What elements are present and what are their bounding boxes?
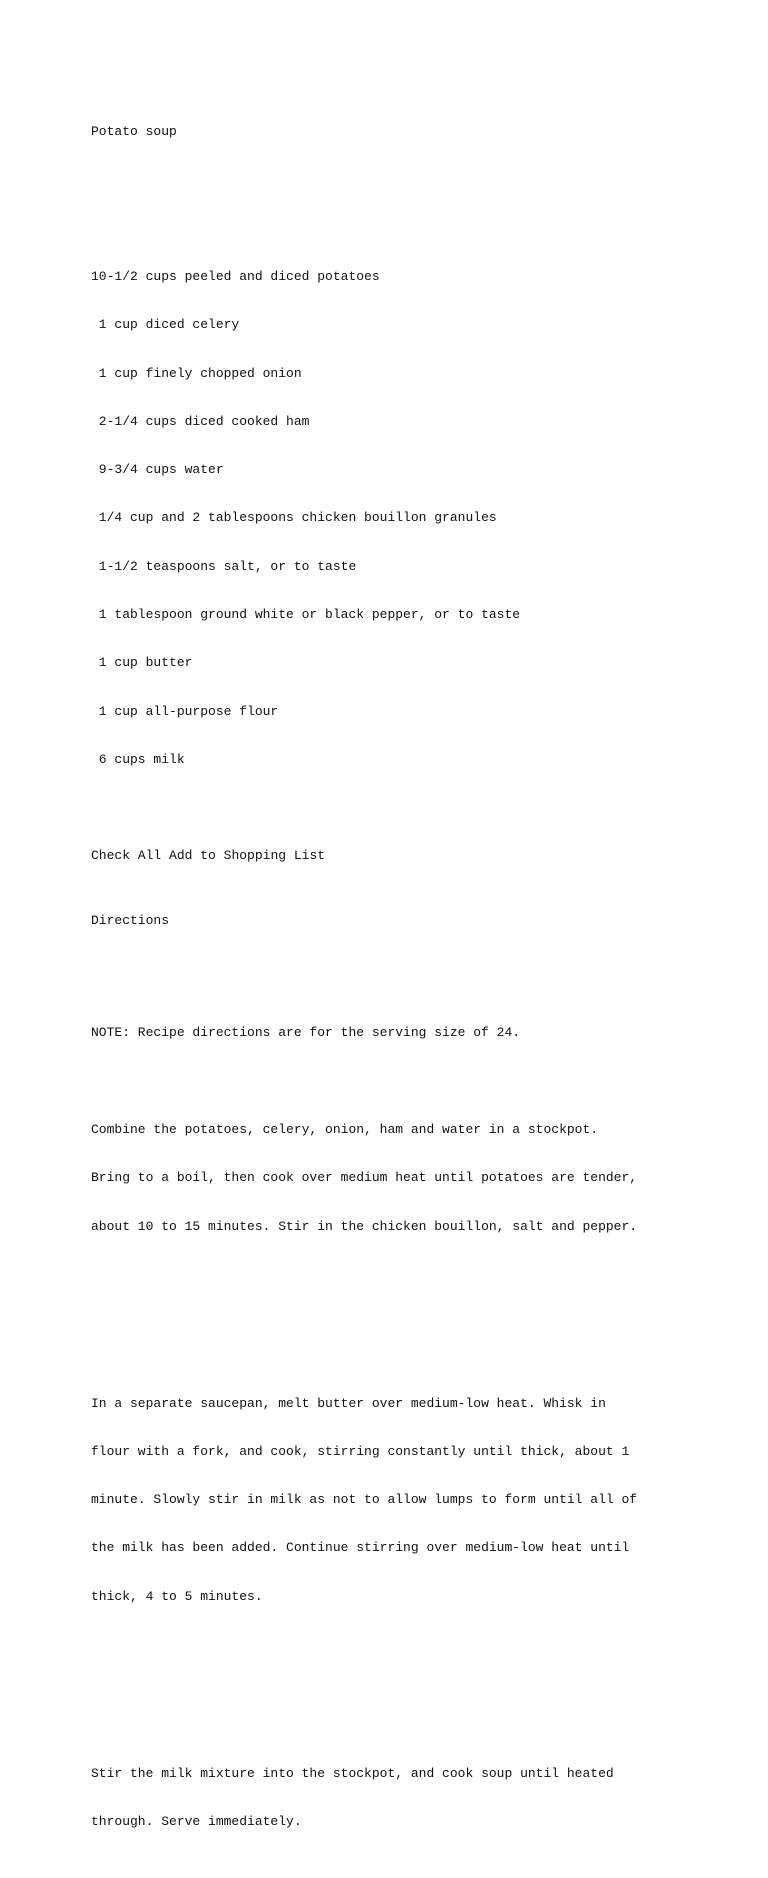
check-all-link[interactable]: Check All xyxy=(91,848,162,864)
direction-step-3 xyxy=(91,1734,731,1863)
blank-line xyxy=(91,1669,731,1685)
blank-line xyxy=(91,172,731,188)
direction-step-2 xyxy=(91,1363,731,1637)
recipe-document xyxy=(91,92,731,1878)
ingredient-item: 1 cup diced celery xyxy=(91,317,240,333)
ingredient-list xyxy=(91,237,731,800)
ingredient-item: 6 cups milk xyxy=(91,751,185,767)
direction-line: minute. Slowly stir in milk as not to allow lumps to form until all of xyxy=(91,1492,638,1508)
direction-line: the milk has been added. Continue stirring over medium-low heat until xyxy=(91,1540,630,1556)
ingredient-item: 1/4 cup and 2 tablespoons chicken bouillon granules xyxy=(91,510,497,526)
direction-line: flour with a fork, and cook, stirring constantly until thick, about 1 xyxy=(91,1443,630,1459)
blank-line xyxy=(91,961,731,977)
direction-line: about 10 to 15 minutes. Stir in the chicken bouillon, salt and pepper. xyxy=(91,1218,638,1234)
ingredient-actions xyxy=(91,848,731,864)
ingredient-item: 1 cup finely chopped onion xyxy=(91,365,302,381)
direction-line: thick, 4 to 5 minutes. xyxy=(91,1588,263,1604)
serving-note: NOTE: Recipe directions are for the serving size of 24. xyxy=(91,1025,521,1041)
direction-line: Bring to a boil, then cook over medium heat until potatoes are tender, xyxy=(91,1170,638,1186)
directions-heading: Directions xyxy=(91,912,170,928)
add-to-shopping-list-link[interactable]: Add to Shopping List xyxy=(169,848,326,864)
direction-line: Combine the potatoes, celery, onion, ham and water in a stockpot. xyxy=(91,1122,599,1137)
ingredient-item: 9-3/4 cups water xyxy=(91,462,224,478)
ingredient-item: 1 cup all-purpose flour xyxy=(91,703,279,719)
direction-line: In a separate saucepan, melt butter over medium-low heat. Whisk in xyxy=(91,1395,606,1411)
recipe-title: Potato soup xyxy=(91,124,177,140)
ingredient-item: 2-1/4 cups diced cooked ham xyxy=(91,413,310,429)
ingredient-item: 10-1/2 cups peeled and diced potatoes xyxy=(91,269,380,285)
ingredient-item: 1 cup butter xyxy=(91,655,193,671)
ingredient-item: 1-1/2 teaspoons salt, or to taste xyxy=(91,558,357,574)
blank-line xyxy=(91,1299,731,1315)
direction-line: Stir the milk mixture into the stockpot, and cook soup until heated xyxy=(91,1765,614,1781)
ingredient-item: 1 tablespoon ground white or black pepper, or to taste xyxy=(91,607,521,622)
direction-line: through. Serve immediately. xyxy=(91,1814,302,1830)
direction-step-1 xyxy=(91,1090,731,1267)
